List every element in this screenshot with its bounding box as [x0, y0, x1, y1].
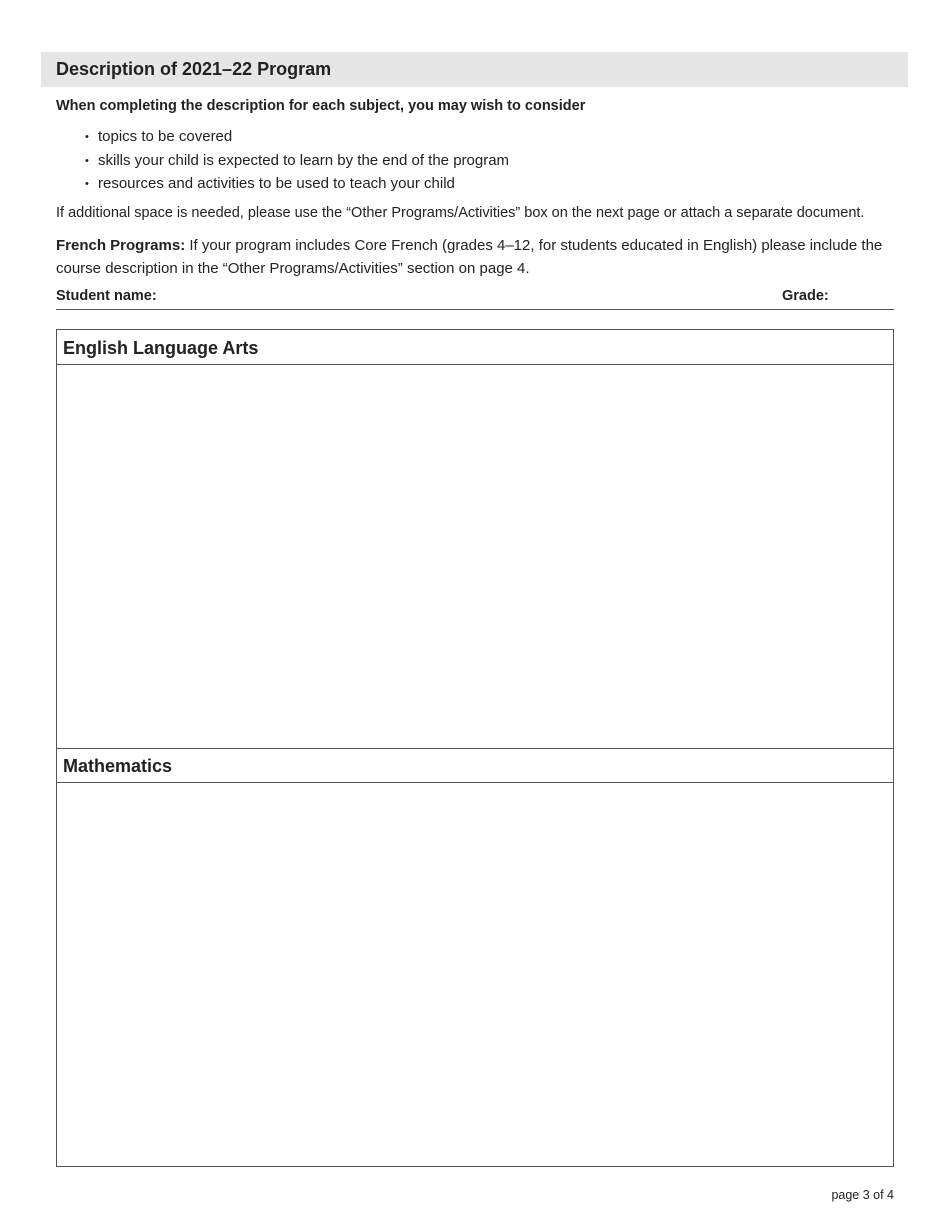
list-item: [56, 127, 509, 151]
list-item-text: skills your child is expected to learn by the end of the program: [98, 151, 510, 169]
page-title: Description of 2021–22 Program: [56, 59, 332, 79]
subject-title-mathematics: Mathematics: [63, 756, 173, 776]
additional-space-note: If additional space is needed, please use the “Other Programs/Activities” box on the next page or attach a separate document.: [56, 205, 865, 221]
mathematics-description-field[interactable]: [57, 783, 893, 1166]
student-info-row: [56, 287, 894, 310]
list-item: [56, 174, 509, 198]
french-programs-label: French Programs:: [56, 237, 186, 254]
subject-box-mathematics: [56, 748, 894, 1167]
list-item: [56, 151, 509, 175]
bullet-icon: •: [85, 131, 89, 143]
grade-label: Grade:: [782, 288, 829, 304]
french-programs-note: [56, 234, 896, 280]
consideration-list: [56, 127, 509, 198]
french-programs-text: If your program includes Core French (grades 4–12, for students educated in English) please include the course description in the “Other Programs/Activities” section on page 4.: [56, 237, 883, 277]
subject-box-english-language-arts: [56, 329, 894, 749]
list-item-text: resources and activities to be used to teach your child: [98, 175, 455, 192]
section-header-bar: [41, 52, 908, 87]
subject-title-english-language-arts: English Language Arts: [63, 338, 259, 358]
list-item-text: topics to be covered: [98, 128, 233, 145]
grade-field[interactable]: [832, 287, 896, 309]
subject-header: [57, 330, 893, 365]
bullet-icon: •: [85, 154, 89, 167]
subject-header: [57, 748, 893, 783]
english-language-arts-description-field[interactable]: [57, 365, 893, 748]
student-name-field[interactable]: [164, 287, 768, 309]
bullet-icon: •: [85, 178, 89, 190]
intro-text: When completing the description for each subject, you may wish to consider: [56, 98, 586, 114]
page-number: page 3 of 4: [831, 1188, 894, 1202]
student-name-label: Student name:: [56, 288, 157, 304]
